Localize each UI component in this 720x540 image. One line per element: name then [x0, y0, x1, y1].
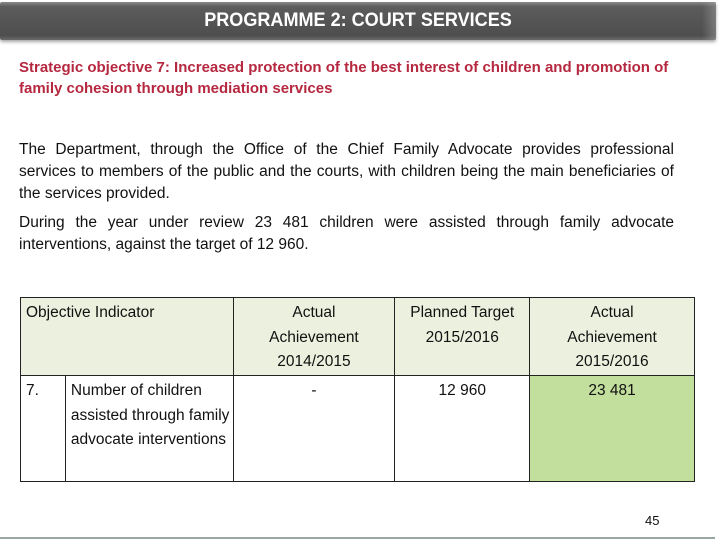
table-header-row [21, 298, 695, 376]
table-row [21, 376, 695, 482]
page-title: PROGRAMME 2: COURT SERVICES [204, 10, 512, 31]
header-objective-indicator: Objective Indicator [21, 298, 234, 376]
planned-target-value: 12 960 [395, 376, 530, 482]
title-bar [0, 2, 716, 40]
page-number: 45 [645, 513, 660, 528]
indicator-description: Number of children assisted through family advocate interventions [65, 376, 233, 482]
indicator-number: 7. [21, 376, 66, 482]
objective-indicator-table [20, 297, 695, 482]
header-actual-2014-2015: Actual Achievement 2014/2015 [233, 298, 395, 376]
actual-2015-2016-value: 23 481 [530, 376, 695, 482]
description-paragraph: The Department, through the Office of the Chief Family Advocate provides professional services to members of the public and the courts, with children being the main beneficiaries of the services provided. [19, 141, 674, 202]
header-planned-target-2015-2016: Planned Target 2015/2016 [395, 298, 530, 376]
strategic-objective: Strategic objective 7: Increased protection of the best interest of children and promotion of family cohesion through mediation services [19, 59, 669, 97]
actual-2014-2015-value: - [233, 376, 395, 482]
footer-divider [0, 537, 715, 539]
header-actual-2015-2016: Actual Achievement 2015/2016 [530, 298, 695, 376]
performance-paragraph: During the year under review 23 481 children were assisted through family advocate interventions, against the target of 12 960. [19, 214, 674, 253]
